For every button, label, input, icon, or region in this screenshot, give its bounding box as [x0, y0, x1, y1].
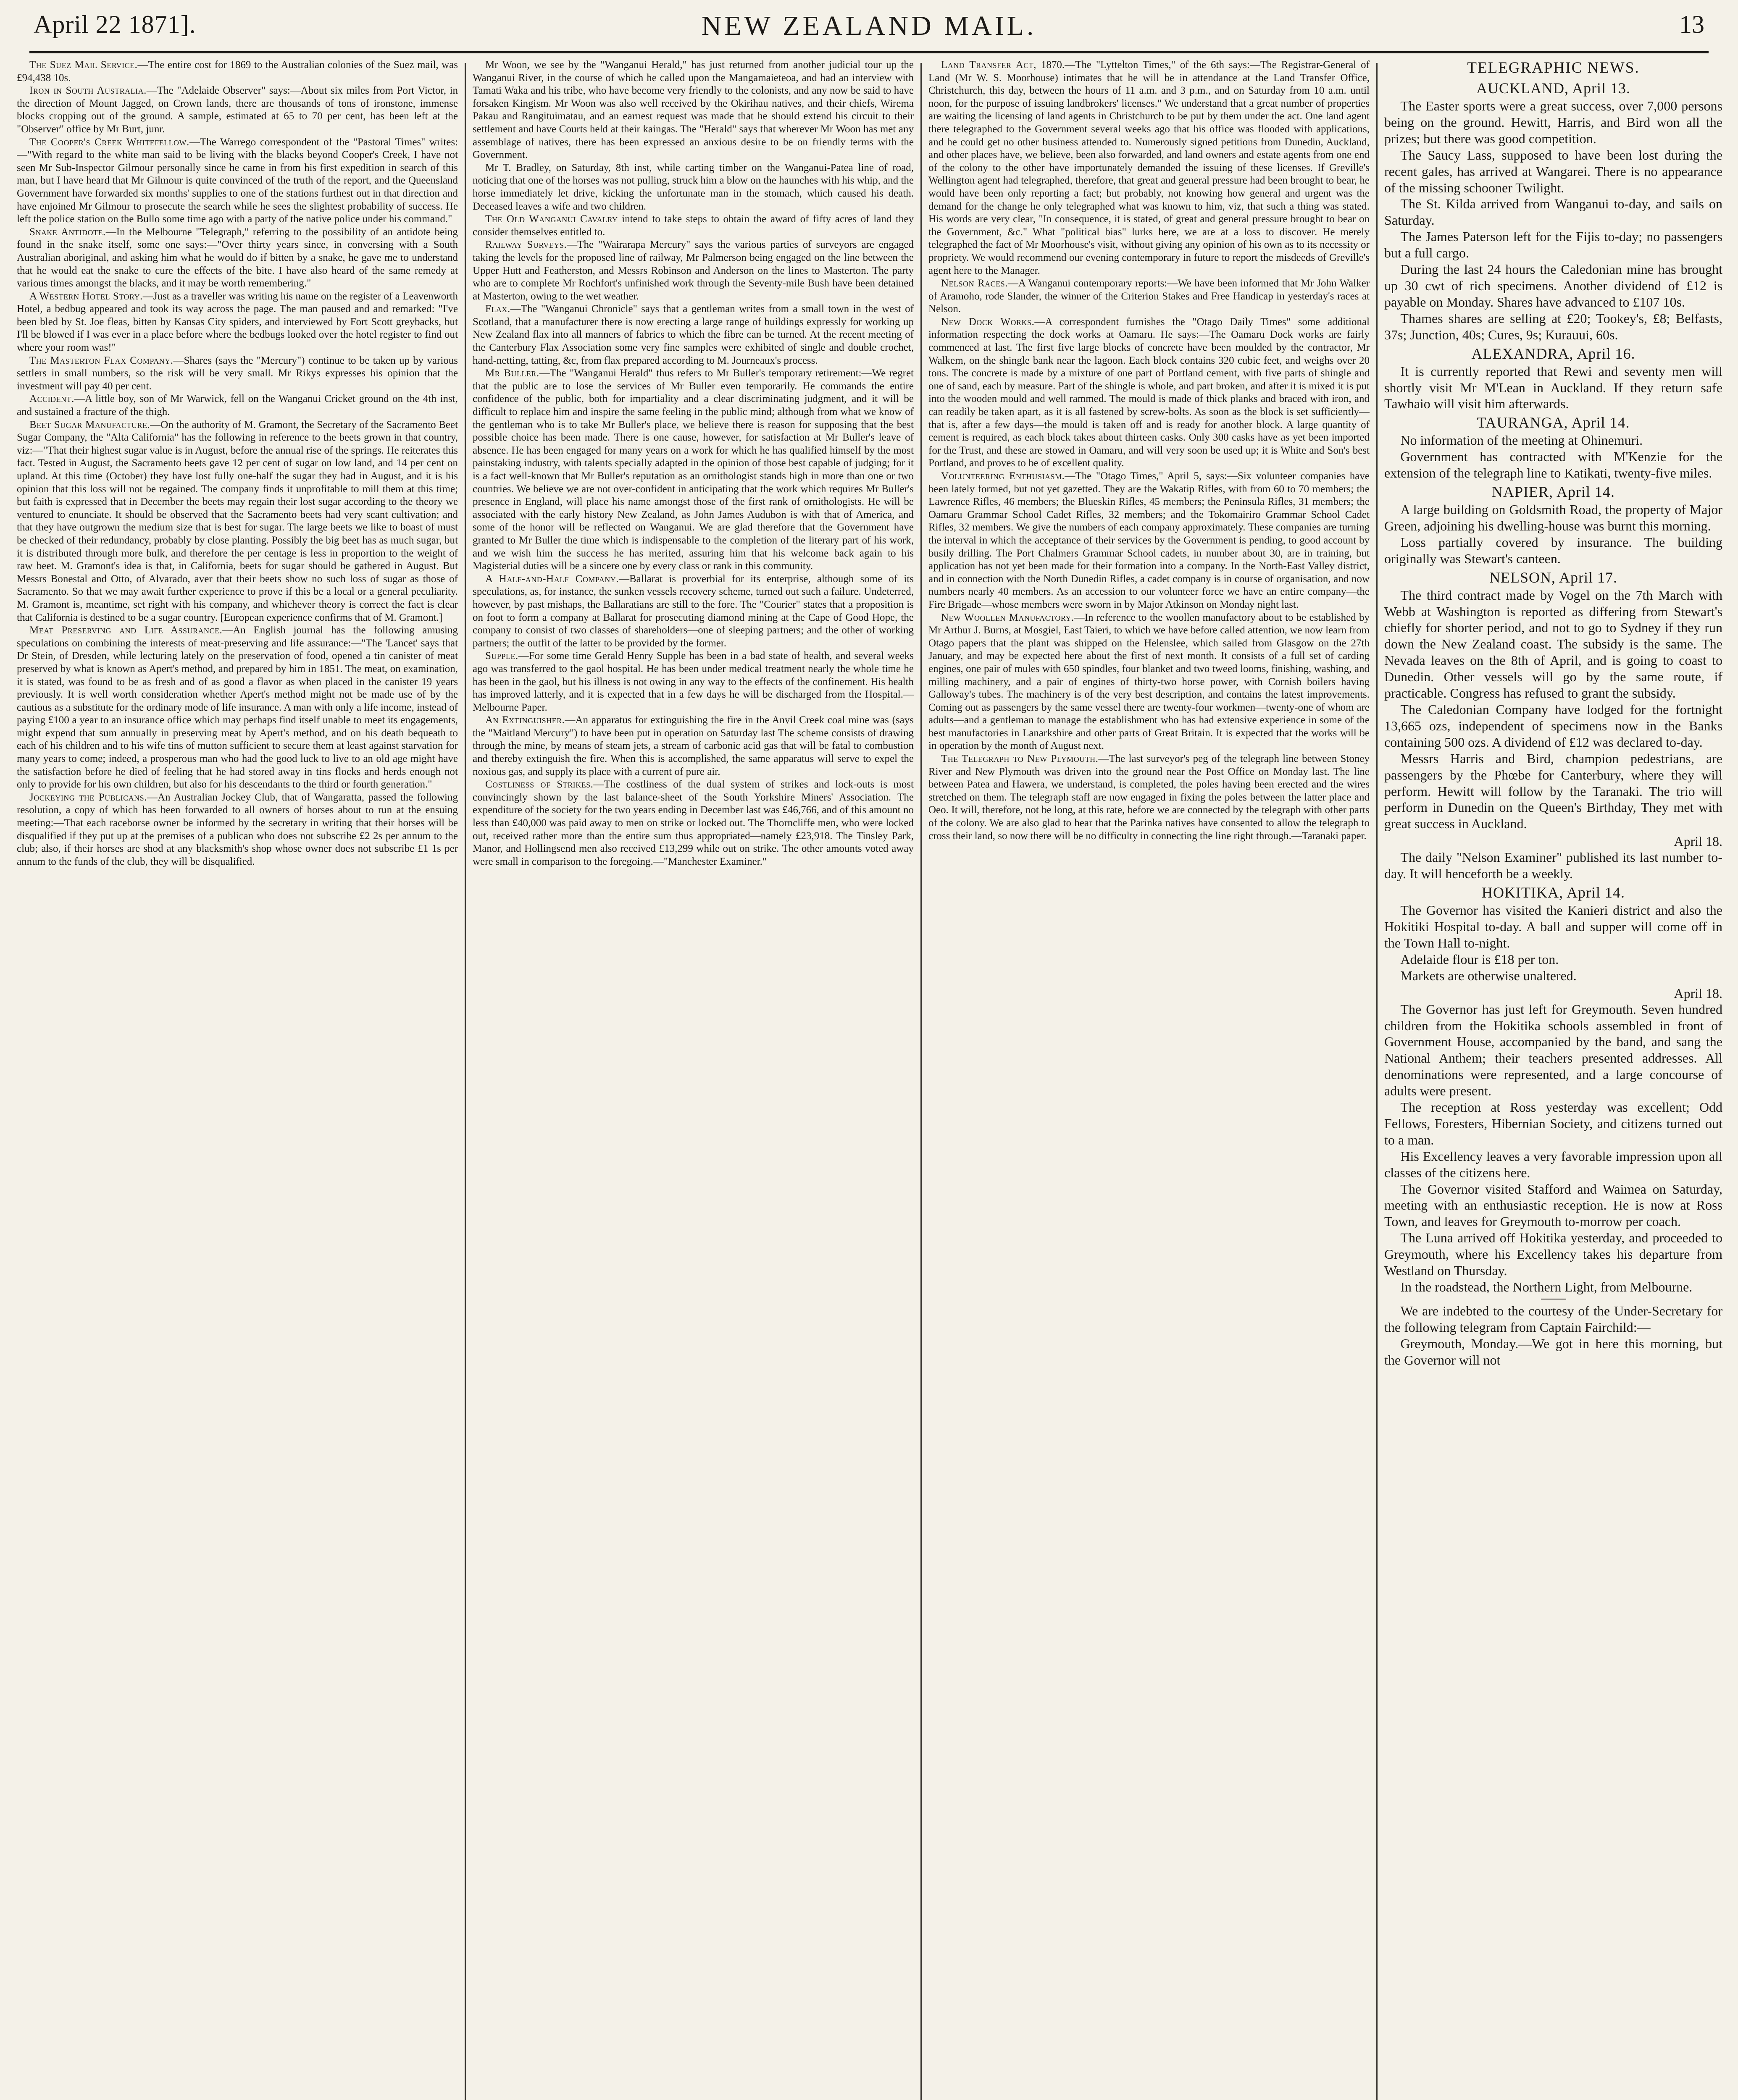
news-item-heading: Flax. [485, 303, 510, 315]
telegram-paragraph: The St. Kilda arrived from Wanganui to-day, and sails on Saturday. [1384, 196, 1722, 228]
dateline-date: April 18. [1674, 985, 1722, 1001]
news-item-heading: Mr Buller. [485, 368, 539, 379]
news-item [473, 650, 914, 714]
news-item-text: —The entire cost for 1869 to the Australian colonies of the Suez mail, was £94,438 10s. [17, 59, 458, 84]
news-item [473, 59, 914, 162]
news-item [17, 624, 458, 791]
telegram-paragraph: Loss partially covered by insurance. The building originally was Stewart's canteen. [1384, 534, 1722, 566]
telegram-paragraph: The Governor visited Stafford and Waimea on Saturday, meeting with an enthusiastic reception. He is now at Ross Town, and leaves for Greymouth to-morrow per coach. [1384, 1181, 1722, 1229]
news-item [17, 84, 458, 136]
news-item-text: —In the Melbourne "Telegraph," referring to the possibility of an antidote being found in the snake itself, some one says:—"Over thirty years since, in conversing with a South Australian aboriginal, and asking him what he would do if bitten by a snake, he gave me to understand that he would eat the snake to cure the effects of the bite. I have also heard of the same remedy at various times amongst the blacks, and it may be worth remembering." [17, 226, 458, 289]
news-item-text: —The "Wanganui Herald" thus refers to Mr Buller's temporary retirement:—We regret that the public are to lose the services of Mr Buller even temporarily. He commands the entire confidence of the public, both for impartiality and a clear discriminating judgment, and it will be difficult to replace him and inspire the same feeling in the public mind; although from what we know of the gentleman who is to take Mr Buller's place, we believe there is reason for supposing that the best possible choice has been made. There is one cause, however, for satisfaction at Mr Buller's leave of absence. He has been engaged for many years on a work for which he has qualified himself by the most painstaking industry, with talents specially adapted in the opinion of those best capable of judging; for it is a fact well-known that Mr Buller's reputation as an ornithologist stands high in more than one or two countries. We believe we are not over-confident in anticipating that the work which requires Mr Buller's presence in England, will place his name amongst those of the first rank of ornithologists. He will be associated with the early history New Zealand, as John James Audubon is with that of America, and some of the honor will be reflected on Wanganui. We are glad therefore that the Government have granted to Mr Buller the time which is indispensable to the completion of the literary part of his work, and we wish him the success he has merited, assuring him that his welcome back again to his Magisterial duties will be a sincere one by every class or rank in this community. [473, 368, 914, 572]
dateline-place: HOKITIKA, April 14. [1482, 884, 1625, 901]
telegram-paragraph: The Saucy Lass, supposed to have been lost during the recent gales, has arrived at Wangarei. There is no appearance of the missing schooner Twilight. [1384, 147, 1722, 195]
news-item [473, 573, 914, 650]
news-item-heading: Jockeying the Publicans. [29, 791, 147, 803]
news-item-text: 1870.—The "Lyttelton Times," of the 6th says:—The Registrar-General of Land (Mr W. S. Moorhouse) intimates that he will be in attendance at the Land Transfer Office, Christchurch, this day, between the hours of 11 a.m. and 3 p.m., and on Saturday from 10 a.m. until noon, for the purpose of issuing landbrokers' licenses." We understand that a great number of properties are waiting the licensing of land agents in Christchurch to be put by them under the act. One land agent there telegraphed to the Government several weeks ago that his office was flooded with applications, and he could get no other business attended to. Numerously signed petitions from Dunedin, Auckland, and other places have, we believe, been also forwarded, and land owners and estate agents from one end of the colony to the other have importunately demanded the issuing of these licenses. If Greville's Wellington agent had telegraphed, therefore, that great and general pressure had been brought to bear, he would have been only reporting a fact; but probably, not knowing how general and urgent was the demand for the change he only telegraphed what was known to him, viz, that such a thing was stated. His words are very clear, "In consequence, it is stated, of great and general pressure brought to bear on the Government, &c." What "political bias" lurks here, we are at a loss to discover. He merely telegraphed the fact of Mr Moorhouse's visit, without giving any opinion of his own as to its necessity or propriety. We would recommend our evening contemporary in future to report the misdeeds of Greville's agent here to the Manager. [928, 59, 1370, 276]
telegram-paragraph: Government has contracted with M'Kenzie for the extension of the telegraph line to Katikati, twenty-five miles. [1384, 449, 1722, 481]
news-item-text: —The "Adelaide Observer" says:—About six miles from Port Victor, in the direction of Mount Jagged, on Crown lands, there are thousands of tons of ironstone, immense blocks cropping out of the ground. A sample, estimated at 65 to 70 per cent, has been left at the "Observer" office by Mr Burt, junr. [17, 85, 458, 135]
telegram-paragraph: The third contract made by Vogel on the 7th March with Webb at Washington is reported as differing from Stewart's chiefly for shorter period, and not to go to Sydney if they run down the New Zealand coast. The subsidy is the same. The Nevada leaves on the 8th of April, and is going to coast to Dunedin. Other vessels will go by the same route, if practicable. Congress has refused to grant the subsidy. [1384, 587, 1722, 701]
telegram-paragraph: It is currently reported that Rewi and seventy men will shortly visit Mr M'Lean in Auckland. If they return safe Tawhaio will visit him afterwards. [1384, 363, 1722, 412]
telegram-paragraph: During the last 24 hours the Caledonian mine has brought up 30 cwt of rich specimens. Another dividend of £12 is payable on Monday. Shares have advanced to £107 10s. [1384, 262, 1722, 310]
telegram-paragraph: The Luna arrived off Hokitika yesterday, and proceeded to Greymouth, where his Excellency takes his departure from Westland on Thursday. [1384, 1230, 1722, 1278]
news-item [473, 213, 914, 239]
news-item [473, 367, 914, 573]
news-item-text: —The Warrego correspondent of the "Pastoral Times" writes:—"With regard to the white man said to be living with the blacks beyond Cooper's Creek, I have not seen Mr Sub-Inspector Gilmour personally since he came in from his first expedition in search of this man, but I have heard that Mr Gilmour is quite convinced of the truth of the report, and the Queensland Government have forwarded six months' supplies to one of the stations furthest out in that direction and have enjoined Mr Gilmour to prosecute the search while he sees the slightest probability of success. He left the police station on the Bullo some time ago with a party of the native police under his command." [17, 136, 458, 225]
news-item-heading: Meat Preserving and Life Assurance. [29, 625, 223, 636]
news-item-text: Mr T. Bradley, on Saturday, 8th inst, while carting timber on the Wanganui-Patea line of road, noticing that one of the horses was not pulling, struck him a blow on the haunches with his whip, and the horse immediately let drive, kicking the unfortunate man in the stomach, which caused his death. Deceased leaves a wife and two children. [473, 162, 914, 212]
news-item-text: —An Australian Jockey Club, that of Wangaratta, passed the following resolution, a copy of which has been forwarded to all owners of horses about to run at the ensuing meeting:—That each raceborse owner be informed by the secretary in writing that their horses will be disqualified if they put up at the premises of a publican who does not subscribe £2 2s per annum to the club; also, if their horses are shod at any blacksmith's shop whose owner does not subscribe £1 1s per annum to the funds of the club, they will be disqualified. [17, 791, 458, 867]
news-item-text: —The last surveyor's peg of the telegraph line between Stoney River and New Plymouth was driven into the ground near the Post Office on Monday last. The line between Patea and Hawera, we understand, is completed, the poles having been erected and the wires stretched on them. The telegraph staff are now engaged in fixing the poles between the latter place and Oeo. It will, therefore, not be long, at this rate, before we are connected by the telegraph with other parts of the colony. We are also glad to hear that the Parinka natives have consented to allow the telegraph to cross their land, so now there will be no difficulty in connecting the line right through.—Taranaki paper. [928, 753, 1370, 842]
telegram-paragraph: Greymouth, Monday.—We got in here this morning, but the Governor will not [1384, 1336, 1722, 1368]
masthead [29, 8, 1709, 53]
column-1 [17, 59, 458, 2100]
news-item-heading: Iron in South Australia. [29, 85, 147, 97]
news-item [928, 59, 1370, 277]
news-item-heading: Supple. [485, 650, 518, 662]
news-item [928, 470, 1370, 612]
telegram-paragraph: The James Paterson left for the Fijis to-day; no passengers but a full cargo. [1384, 229, 1722, 261]
news-item [473, 778, 914, 868]
news-item-heading: Accident. [29, 393, 74, 405]
dateline-place: ALEXANDRA, April 16. [1471, 345, 1635, 362]
news-item-heading: The Suez Mail Service. [29, 59, 138, 71]
column-telegraphic-news [1384, 59, 1722, 2100]
news-item-text: —A correspondent furnishes the "Otago Daily Times" some additional information respecting the dock works at Oamaru. He says:—The Oamaru Dock works are fairly commenced at last. The first five large blocks of concrete have been moulded by the contractor, Mr Walkem, on the shingle bank near the lagoon. Each block contains 320 cubic feet, and weighs over 20 tons. The concrete is made by a mixture of one part of Portland cement, with five parts of shingle and one of sand, each by measure. Part of the shingle is whole, and part broken, and after it is mixed it is put into the wooden mould and well rammed. The mould is made of thick planks and braced with iron, and can readily be taken apart, as it is all fastened by screw-bolts. As soon as the block is set sufficiently—that is, after a few days—the mould is taken off and is ready for another block. A large quantity of cement is required, as each block takes about thirteen casks. Only 300 casks have as yet been imported for the Trust, and these are stowed in Oamaru, and will very soon be used up; it is White and Son's best Portland, and proves to be of excellent quality. [928, 316, 1370, 469]
dateline-place: AUCKLAND, April 13. [1476, 80, 1630, 97]
news-item-text: —In reference to the woollen manufactory about to be established by Mr Arthur J. Burns, at Mosgiel, East Taieri, to which we have before called attention, we now learn from Otago papers that the plant was shipped on the Helenslee, which sailed from Glasgow on the 27th January, and may be expected here about the first of next month. It consists of a full set of carding engines, one pair of mules with 650 spindles, four blanket and two tweed looms, finishing, washing, and milling machinery, and a pair of engines of thirty-two horse power, with Cornish boilers having Galloway's tubes. The machinery is of the very best description, and contains the latest improvements. Coming out as passengers by the same vessel there are twenty-four workmen—twenty-one of whom are adults—and a gentleman to manage the establishment who has had extensive experience in some of the best manufactories in Lanarkshire and other parts of Great Britain. It is expected that the works will be in operation by the month of August next. [928, 612, 1370, 752]
dateline-date: April 18. [1674, 834, 1722, 849]
news-item [473, 239, 914, 303]
news-item-heading: Costliness of Strikes. [485, 779, 594, 790]
news-item-text: —Shares (says the "Mercury") continue to be taken up by various settlers in small numbers, so the risk will be very small. Mr Rikys expresses his opinion that the investment will pay 40 per cent. [17, 354, 458, 392]
dateline-place: NELSON, April 17. [1489, 569, 1617, 586]
news-item-text: —An apparatus for extinguishing the fire in the Anvil Creek coal mine was (says the "Maitland Mercury") to have been put in operation on Saturday last The scheme consists of drawing through the mine, by means of steam jets, a stream of carbonic acid gas that will be fatal to combustion and thereby extinguish the fire. When this is accomplished, the same apparatus will serve to expel the noxious gas, and supply its place with a current of pure air. [473, 714, 914, 777]
news-item-text: —The "Otago Times," April 5, says:—Six volunteer companies have been lately formed, but not yet gazetted. They are the Wakatip Rifles, with from 60 to 70 members; the Lawrence Rifles, 46 members; the Blueskin Rifles, 45 members; the Peninsula Rifles, 31 members; the Oamaru Grammar School Cadet Rifles, 32 members; and the Tokomairiro Grammar School Cadet Rifles, 32 members. We give the numbers of each company approximately. These companies are turning the interval in which the acceptance of their services by the Government is pending, to good account by busily drilling. The Port Chalmers Grammar School cadets, in number about 30, are in training, but application has not yet been made for their formation into a company. In the North-East Valley district, and in connection with the North Dunedin Rifles, a cadet company is in course of organisation, and now numbers nearly 40 members. As an accession to our volunteer force we have an entire company—the Fire Brigade—whose members were sworn in by Major Atkinson on Monday night last. [928, 470, 1370, 610]
dateline-place: NAPIER, April 14. [1491, 483, 1615, 501]
news-item-heading: A Half-and-Half Company. [485, 573, 619, 585]
news-item-heading: New Woollen Manufactory. [941, 612, 1074, 623]
news-item-heading: Land Transfer Act, [941, 59, 1036, 71]
news-item [17, 59, 458, 84]
news-item-heading: Volunteering Enthusiasm. [941, 470, 1065, 482]
telegram-paragraph: Adelaide flour is £18 per ton. [1400, 951, 1559, 967]
news-item [473, 303, 914, 367]
news-item-text: —For some time Gerald Henry Supple has been in a bad state of health, and several weeks ago was transferred to the gaol hospital. He has been under medical treatment nearly the whole time he has been in the gaol, but his illness is not owing in any way to the effects of the confinement. His health has improved latterly, and it is expected that in a few days he will be discharged from the Hospital.—Melbourne Paper. [473, 650, 914, 713]
news-item-heading: Nelson Races. [941, 278, 1008, 289]
telegram-paragraph: The Governor has visited the Kanieri district and also the Hokitiki Hospital to-day. A ball and supper will come off in the Town Hall to-night. [1384, 903, 1722, 950]
telegram-paragraph: His Excellency leaves a very favorable impression upon all classes of the citizens here. [1384, 1148, 1722, 1180]
news-item-heading: Railway Surveys. [485, 239, 567, 251]
news-item [928, 277, 1370, 316]
news-item-text: Mr Woon, we see by the "Wanganui Herald," has just returned from another judicial tour up the Wanganui River, in the course of which he called upon the Mangamaieteoa, and had an interview with Tamati Waka and his tribe, who have become very friendly to the colonists, and any now be said to have forsaken Kingism. Mr Woon was also well received by the Okirihau natives, and their chiefs, Wirema Pakau and Rangituimatau, and an earnest request was made that he should extend his circuit to their settlement and have Courts held at their kaingas. The "Herald" says that wherever Mr Woon has met any assemblage of natives, there has been expressed an anxious desire to be on friendly terms with the Government. [473, 59, 914, 161]
news-item [17, 354, 458, 393]
telegram-paragraph: The Easter sports were a great success, over 7,000 persons being on the ground. Hewitt, Harris, and Bird won all the prizes; but there was good competition. [1384, 98, 1722, 146]
telegram-paragraph: The Governor has just left for Greymouth. Seven hundred children from the Hokitika schools assembled in front of Government House, accompanied by the band, and sang the National Anthem; their teachers presented addresses. All denominations were represented, and a large concourse of adults were present. [1384, 1001, 1722, 1099]
column-3 [928, 59, 1370, 2100]
news-item [17, 290, 458, 354]
news-item [928, 612, 1370, 753]
news-item-text: —A Wanganui contemporary reports:—We have been informed that Mr John Walker of Aramoho, rode Slander, the winner of the Criterion Stakes and Free Handicap in yesterday's races at Nelson. [928, 278, 1370, 315]
news-item-heading: The Old Wanganui Cavalry [485, 213, 618, 225]
news-item-heading: An Extinguisher. [485, 714, 565, 726]
telegram-paragraph: The reception at Ross yesterday was excellent; Odd Fellows, Foresters, Hibernian Society, and citizens turned out to a man. [1384, 1100, 1722, 1147]
news-item [17, 136, 458, 226]
telegram-paragraph: In the roadstead, the Northern Light, from Melbourne. [1400, 1279, 1693, 1294]
news-item [17, 226, 458, 290]
news-item-heading: Beet Sugar Manufacture. [29, 419, 150, 430]
news-item-text: —An English journal has the following amusing speculations on combining the interests of meat-preserving and life assurance:—"The 'Lancet' says that Dr Stein, of Dresden, while lecturing lately on the preservation of food, opened a tin canister of meat preserved by what is known as Apert's method, and prepared by him in 1851. The meat, on examination, it is stated, was found to be as fresh and of as good a flavor as when placed in the canister 19 years previously. It is well worth consideration whether Apert's method might not be made use of by the cautious as a substitute for the ordinary mode of life insurance. A man with only a life income, instead of paying £100 a year to an insurance office which may perhaps find itself unable to meet its engagements, might expend that sum annually in preserving meat by Apert's method, and on his death bequeath to each of his children and to his wife tins of mutton sufficient to secure them at least against starvation for many years to come; indeed, a prosperous man who had the good luck to live to an old age might have the satisfaction before he died of feeling that he had stored away in tins flocks and herds enough not only to provide for his own children, but also for his descendants to the third or fourth generation." [17, 625, 458, 790]
news-item [928, 316, 1370, 470]
telegram-paragraph: The daily "Nelson Examiner" published its last number to-day. It will henceforth be a weekly. [1384, 850, 1722, 882]
newspaper-title: NEW ZEALAND MAIL. [701, 10, 1037, 41]
news-item-text: —Ballarat is proverbial for its enterprise, although some of its speculations, as, for instance, the sunken vessels recovery scheme, turned out such a failure. Undeterred, however, by past mishaps, the Ballaratians are still to the fore. The "Courier" states that a proposition is on foot to form a company at Ballarat for prosecuting diamond mining at the Cape of Good Hope, the company to consist of two classes of shareholders—one of sleeping partners; and the other of working partners; the outfit of the latter to be provided by the former. [473, 573, 914, 649]
dateline-place: TAURANGA, April 14. [1477, 414, 1630, 431]
news-item [17, 419, 458, 625]
telegram-paragraph: Markets are otherwise unaltered. [1400, 968, 1577, 983]
news-item-text: —The "Wairarapa Mercury" says the various parties of surveyors are engaged taking the levels for the proposed line of railway, Mr Palmerson being engaged on the line between the Upper Hutt and Featherston, and Messrs Robinson and Anderson on the lines to Masterton. The party who are to complete Mr Rochfort's unfinished work through the Seventy-mile Bush have been detained at Masterton, owing to the wet weather. [473, 239, 914, 302]
column-2 [473, 59, 914, 2100]
news-item-heading: A Western Hotel Story. [29, 290, 143, 302]
news-item-text: —The costliness of the dual system of strikes and lock-outs is most convincingly shown by the last balance-sheet of the South Yorkshire Miners' Association. The expenditure of the society for the two years ending in December last was £46,766, and of this amount no less than £40,000 was paid away to men on strike or locked out. The Thorncliffe men, who were locked out, received rather more than the entire sum thus appropriated—namely £23,918. The Tinsley Park, Manor, and Hollingsend men also received £13,299 while out on strike. The other amounts voted away were small in comparison to the foregoing.—"Manchester Examiner." [473, 779, 914, 867]
news-item-heading: The Masterton Flax Company. [29, 354, 174, 366]
news-item [928, 753, 1370, 843]
news-item-text: —The "Wanganui Chronicle" says that a gentleman writes from a small town in the west of Scotland, that a manufacturer there is now erecting a large range of buildings expressly for working up New Zealand flax into all manners of fabrics to which the fibre can be turned. At the recent meeting of the Canterbury Flax Association some very fine samples were exhibited of single and double crochet, hand-netting, tatting, &c, from flax prepared according to M. Journeaux's process. [473, 303, 914, 366]
news-item-text: intend to take steps to obtain the award of fifty acres of land they consider themselves entitled to. [473, 213, 914, 238]
telegram-paragraph: A large building on Goldsmith Road, the property of Major Green, adjoining his dwelling-house was burnt this morning. [1384, 502, 1722, 533]
telegram-paragraph: We are indebted to the courtesy of the Under-Secretary for the following telegram from Captain Fairchild:— [1384, 1303, 1722, 1335]
news-item-text: —A little boy, son of Mr Warwick, fell on the Wanganui Cricket ground on the 4th inst, and sustained a fracture of the thigh. [17, 393, 458, 418]
section-title: TELEGRAPHIC NEWS. [1467, 59, 1640, 76]
news-item-text: —Just as a traveller was writing his name on the register of a Leavenworth Hotel, a bedbug appeared and took its way across the page. The man paused and and remarked: "I've been bled by St. Joe fleas, bitten by Kansas City spiders, and interviewed by Fort Scott greybacks, but I'll be blowed if I was ever in a place before where the bedbugs looked over the hotel register to find out where your room was!" [17, 290, 458, 354]
news-item-heading: New Dock Works. [941, 316, 1035, 328]
telegram-paragraph: Messrs Harris and Bird, champion pedestrians, are passengers by the Phœbe for Canterbury, where they will perform. Hewitt will follow by the Taranaki. The trio will perform in Dunedin on the Queen's Birthday, They met with great success in Auckland. [1384, 751, 1722, 832]
page-number: 13 [1679, 10, 1704, 38]
issue-date: April 22 1871]. [34, 10, 196, 38]
news-item [473, 714, 914, 778]
news-item-text: —On the authority of M. Gramont, the Secretary of the Sacramento Beet Sugar Company, the "Alta California" has the following in reference to the beets grown in that country, viz:—"That their highest sugar value is in August, before the annual rise of the springs. He reiterates this fact. Tested in August, the Sacramento beets gave 12 per cent of sugar on low land, and 14 per cent on upland. At this time (October) they have lost fully one-half the sugar they had in August, and it is his opinion that this loss will not be regained. The company finds it unprofitable to mill them at this time; but faith is expressed that in December the beets may regain their lost sugar according to the theory we ventured to enunciate. It should be observed that the Sacramento beets had very scant cultivation; and that they have outgrown the medium size that is best for sugar. The large beets we like to boast of must be checked of their redundancy, probably by close planting. Possibly the big beet has as much sugar, but it is distributed through more bulk, and therefore the per centage is less in proportion to the weight of raw beet. M. Gramont's idea is that, in California, beets for sugar should be gathered in August. But Messrs Bonestal and Otto, of Alvarado, aver that their beets show no such loss of sugar as those of Sacramento. So that we may await further experience to prove if this be a local or a general peculiarity. M. Gramont is, meantime, set right with his company, and whichever theory is correct the fact is clear that California is destined to be a sugar country. [European experience confirms that of M. Gramont.] [17, 419, 458, 623]
telegram-paragraph: Thames shares are selling at £20; Tookey's, £8; Belfasts, 37s; Junction, 40s; Cures, 9s; Kurauui, 60s. [1384, 310, 1722, 342]
columns [17, 59, 1722, 2100]
telegram-paragraph: The Caledonian Company have lodged for the fortnight 13,665 ozs, independent of specimens now in the Banks containing 500 ozs. A dividend of £12 was declared to-day. [1384, 702, 1722, 750]
news-item [17, 791, 458, 869]
telegram-paragraph: No information of the meeting at Ohinemuri. [1400, 433, 1643, 448]
news-item [17, 393, 458, 418]
news-item [473, 162, 914, 213]
news-item-heading: The Cooper's Creek Whitefellow. [29, 136, 189, 148]
news-item-heading: The Telegraph to New Plymouth. [941, 753, 1099, 765]
news-item-heading: Snake Antidote. [29, 226, 106, 238]
